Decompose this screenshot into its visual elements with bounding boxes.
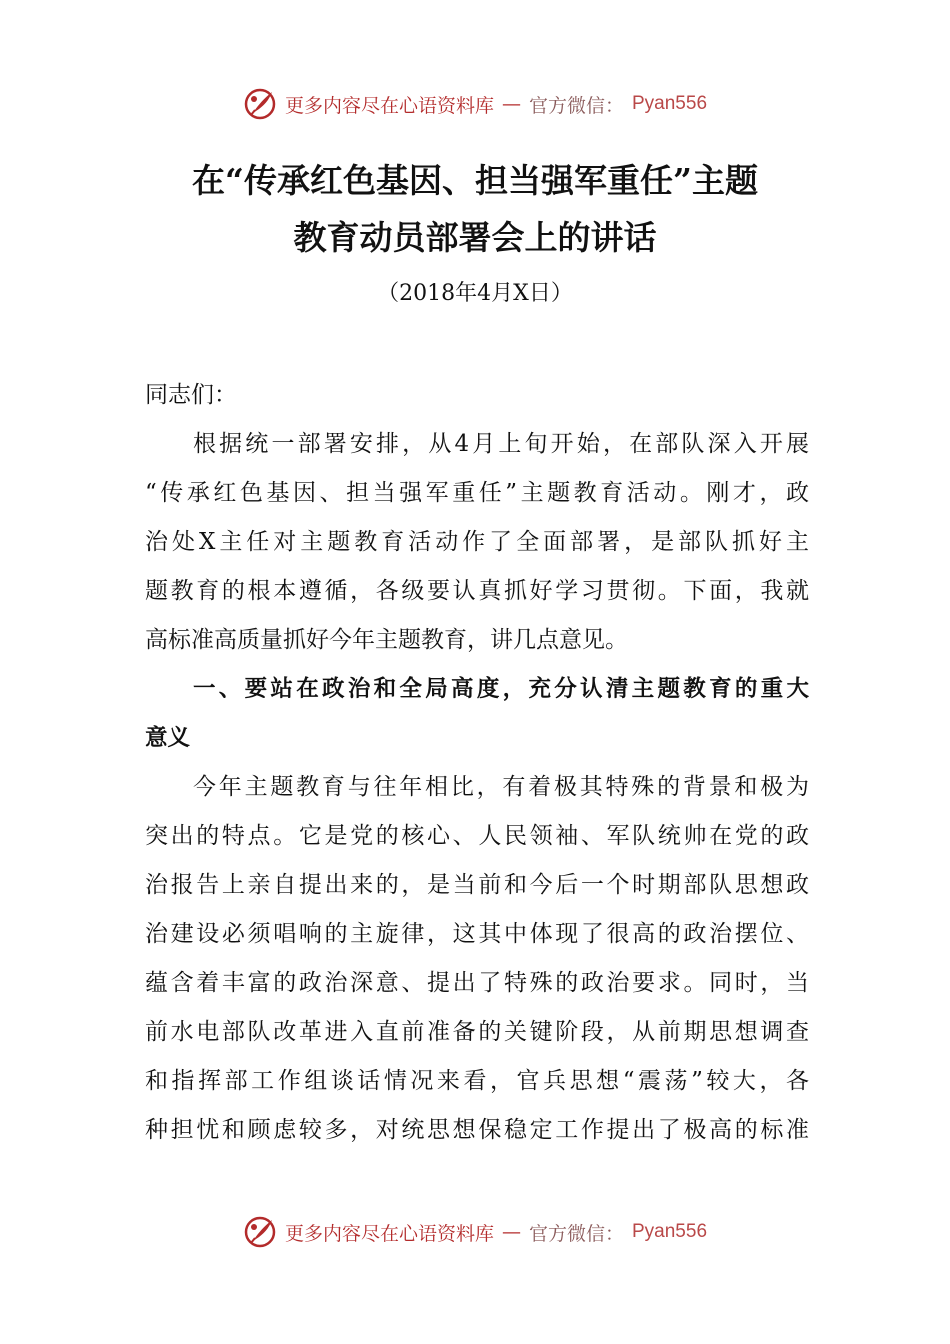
paragraph-line: 治建设必须唱响的主旋律，这其中体现了很高的政治摆位、: [145, 921, 809, 947]
quill-pen-icon: [243, 87, 277, 121]
document-title-line-2: 教育动员部署会上的讲话: [293, 218, 657, 257]
banner-label: 官方微信：: [528, 94, 624, 117]
paragraph-line: 治报告上亲自提出来的，是当前和今后一个时期部队思想政: [145, 872, 809, 898]
paragraph-line: 蕴含着丰富的政治深意、提出了特殊的政治要求。同时，当: [145, 970, 809, 996]
paragraph-line: 前水电部队改革进入直前准备的关键阶段，从前期思想调查: [145, 1019, 809, 1045]
banner-separator: —: [501, 93, 521, 115]
paragraph-line: 种担忧和顾虑较多，对统思想保稳定工作提出了极高的标准: [145, 1117, 809, 1143]
banner-separator: —: [501, 1221, 521, 1243]
footer-banner: [0, 1212, 950, 1252]
document-title-line-1: 在“传承红色基因、担当强军重任”主题: [192, 161, 758, 200]
paragraph-line: 根据统一部署安排，从4月上旬开始，在部队深入开展: [193, 431, 809, 457]
section-heading-cont: 意义: [145, 725, 191, 751]
paragraph-line: 突出的特点。它是党的核心、人民领袖、军队统帅在党的政: [145, 823, 809, 849]
quill-pen-icon: [243, 1215, 277, 1249]
paragraph-line: 题教育的根本遵循，各级要认真抓好学习贯彻。下面，我就: [145, 578, 809, 604]
banner-wechat-id: Pyan556: [632, 1221, 708, 1242]
banner-label: 官方微信：: [528, 1222, 624, 1245]
paragraph-line: 和指挥部工作组谈话情况来看，官兵思想“震荡”较大，各: [145, 1068, 809, 1094]
document-date: （2018年4月X日）: [377, 281, 573, 306]
salutation: 同志们：: [145, 382, 237, 408]
section-heading: 一、要站在政治和全局高度，充分认清主题教育的重大: [193, 676, 809, 702]
banner-text: 更多内容尽在心语资料库: [284, 94, 494, 117]
document-body: [145, 371, 809, 1155]
banner-wechat-id: Pyan556: [632, 93, 708, 114]
banner-text: 更多内容尽在心语资料库: [284, 1222, 494, 1245]
paragraph-line: 今年主题教育与往年相比，有着极其特殊的背景和极为: [193, 774, 809, 800]
paragraph-line: 治处X主任对主题教育活动作了全面部署，是部队抓好主: [145, 529, 809, 555]
paragraph-line: 高标准高质量抓好今年主题教育，讲几点意见。: [145, 627, 628, 653]
paragraph-line: “传承红色基因、担当强军重任”主题教育活动。刚才，政: [145, 480, 809, 506]
header-banner: [0, 84, 950, 124]
